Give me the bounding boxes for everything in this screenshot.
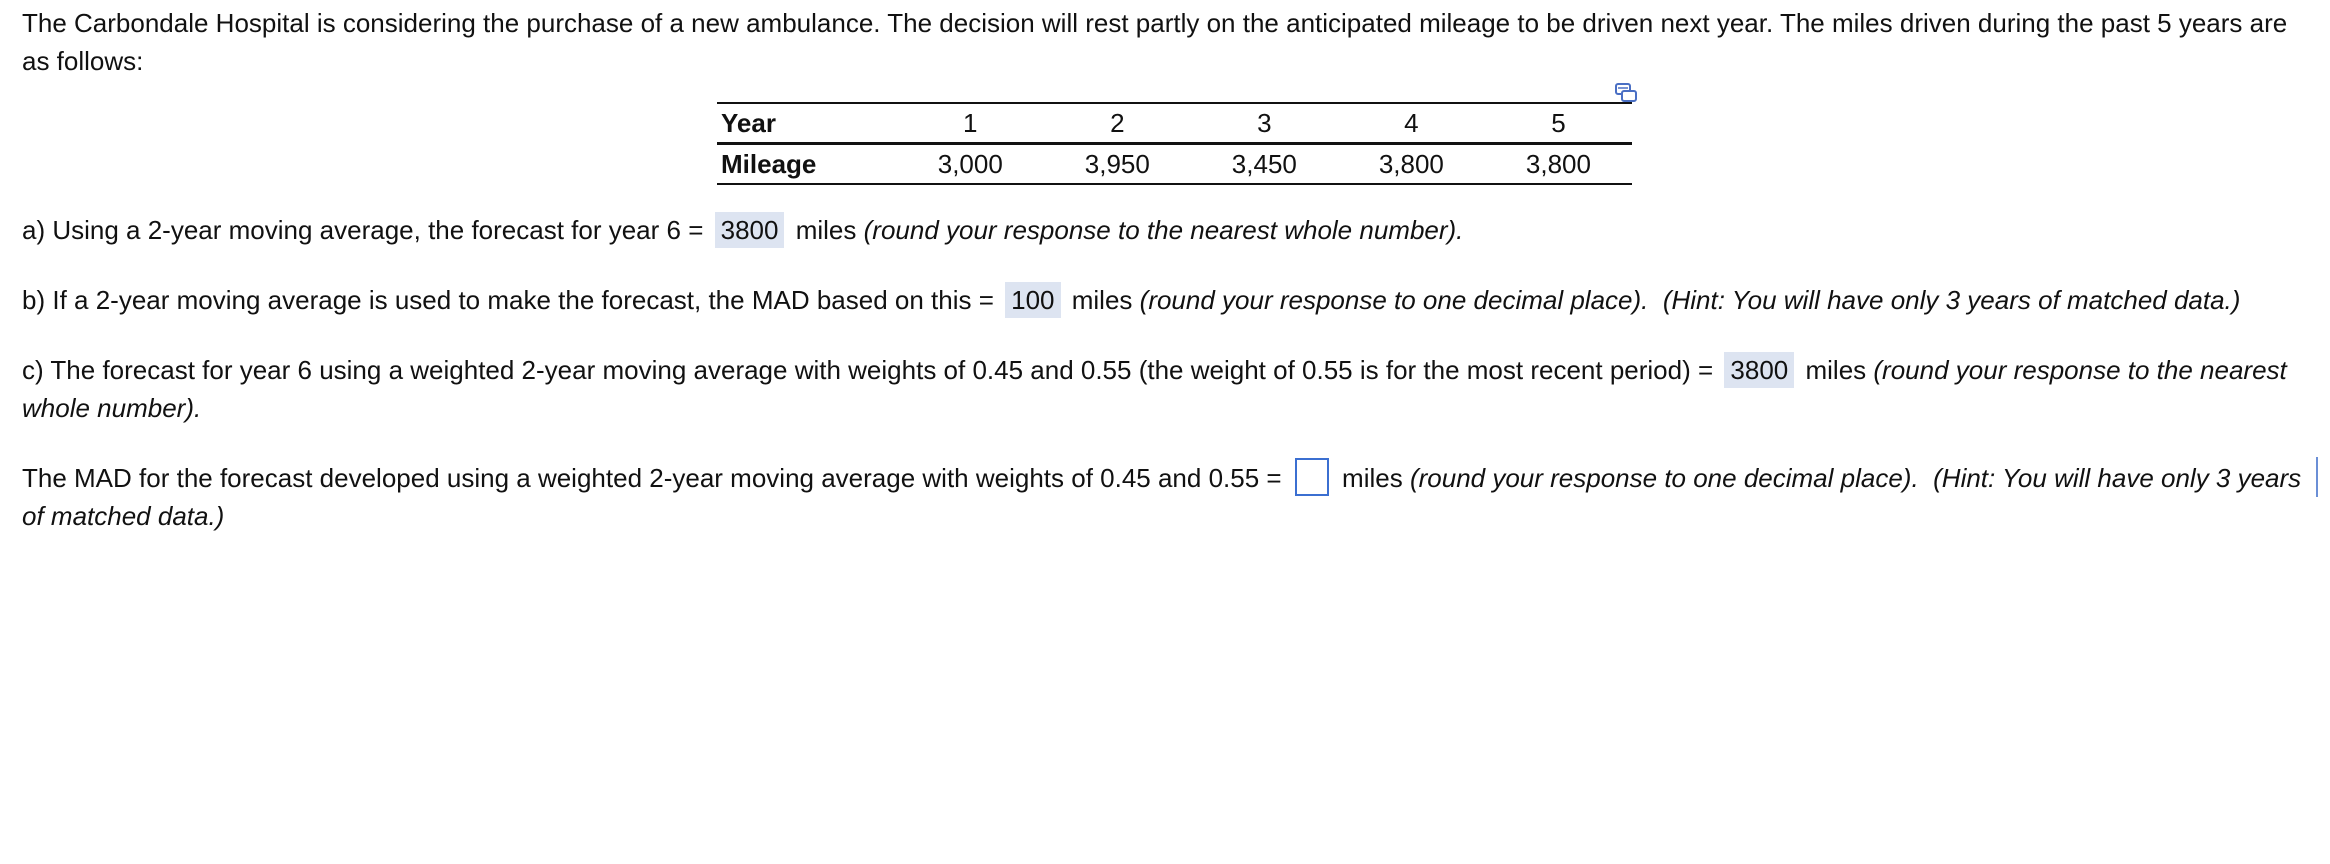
mileage-cell: 3,000	[897, 144, 1044, 185]
mileage-table	[717, 102, 1632, 185]
year-header: Year	[717, 103, 897, 144]
mileage-cell: 3,800	[1485, 144, 1632, 185]
question-b-note: (round your response to one decimal place).	[1139, 285, 1649, 315]
year-cell: 4	[1338, 103, 1485, 144]
question-d-hint: (Hint: You will have only 3 years of matched data.)	[22, 463, 2302, 531]
question-a-unit: miles	[795, 215, 857, 245]
question-c-prefix: c) The forecast for year 6 using a weighted 2-year moving average with weights of 0.45 and 0.55 (the weight of 0.55 is for the most recent period) =	[22, 355, 1714, 385]
question-b-prefix: b) If a 2-year moving average is used to make the forecast, the MAD based on this =	[22, 285, 994, 315]
question-b-hint: (Hint: You will have only 3 years of matched data.)	[1662, 285, 2241, 315]
table-row-mileage	[717, 144, 1632, 185]
table-row-year	[717, 103, 1632, 144]
text-cursor	[2316, 457, 2318, 497]
mileage-cell: 3,450	[1191, 144, 1338, 185]
question-d-note: (round your response to one decimal place).	[1409, 463, 1919, 493]
mileage-cell: 3,950	[1044, 144, 1191, 185]
question-d-prefix: The MAD for the forecast developed using a weighted 2-year moving average with weights of 0.45 and 0.55 =	[22, 463, 1282, 493]
copy-to-clipboard-icon[interactable]	[1614, 76, 1638, 98]
question-c-note: (round your response to the nearest whole number).	[22, 355, 2287, 423]
answer-c-field[interactable]: 3800	[1724, 352, 1794, 388]
question-b	[22, 281, 2312, 319]
question-b-unit: miles	[1071, 285, 1133, 315]
answer-d-input[interactable]	[1295, 458, 1329, 496]
question-c	[22, 351, 2312, 427]
year-cell: 3	[1191, 103, 1338, 144]
mileage-header: Mileage	[717, 144, 897, 185]
year-cell: 5	[1485, 103, 1632, 144]
intro-text: The Carbondale Hospital is considering the purchase of a new ambulance. The decision will rest partly on the anticipated mileage to be driven next year. The miles driven during the past 5 years are as follows:	[22, 8, 2288, 76]
year-cell: 2	[1044, 103, 1191, 144]
question-page	[22, 4, 2312, 535]
mileage-cell: 3,800	[1338, 144, 1485, 185]
answer-b-field[interactable]: 100	[1005, 282, 1060, 318]
question-a-note: (round your response to the nearest whole number).	[863, 215, 1464, 245]
question-c-unit: miles	[1805, 355, 1867, 385]
question-a	[22, 211, 2312, 249]
question-d	[22, 459, 2312, 535]
answer-a-field[interactable]: 3800	[715, 212, 785, 248]
question-a-prefix: a) Using a 2-year moving average, the forecast for year 6 =	[22, 215, 704, 245]
mileage-table-container	[717, 102, 1632, 185]
question-d-unit: miles	[1342, 463, 1403, 493]
year-cell: 1	[897, 103, 1044, 144]
